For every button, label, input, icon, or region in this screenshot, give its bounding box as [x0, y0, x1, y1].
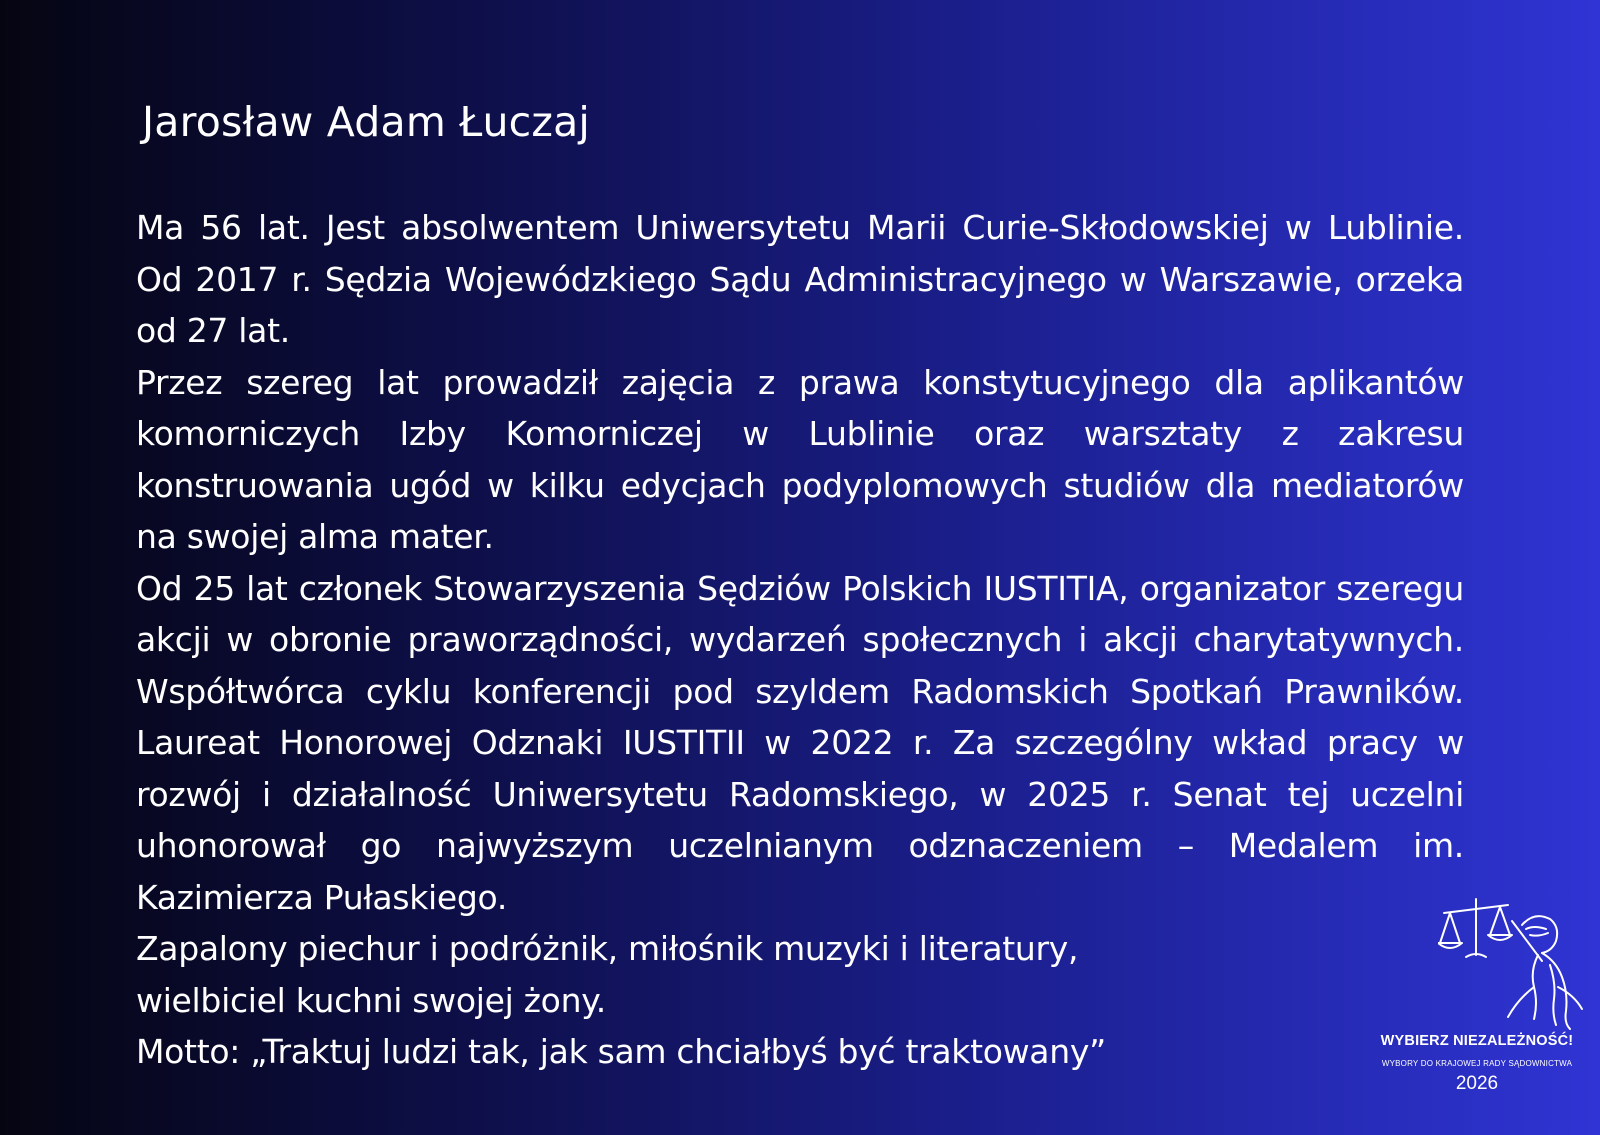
- candidate-name: Jarosław Adam Łuczaj: [142, 98, 591, 146]
- campaign-logo: [1360, 895, 1600, 1105]
- bio-paragraph-teaching: Przez szereg lat prowadził zajęcia z prawa konstytucyjnego dla aplikantów komorniczych Izby Komorniczej w Lublinie oraz warsztaty z zakresu konstruowania ugód w kilku edycjach podyplomowych studiów dla mediatorów na swojej alma mater.: [136, 362, 1464, 556]
- bio-line-family: wielbiciel kuchni swojej żony.: [136, 980, 606, 1020]
- logo-year: 2026: [1455, 1073, 1499, 1094]
- scales-of-justice-icon: [1438, 895, 1588, 1033]
- logo-title: WYBIERZ NIEZALEŻNOŚĆ!: [1380, 1033, 1574, 1049]
- candidate-biography: [136, 202, 1464, 1078]
- bio-paragraph-education: Ma 56 lat. Jest absolwentem Uniwersytetu Marii Curie-Skłodowskiej w Lublinie. Od 2017 r. Sędzia Wojewódzkiego Sądu Administracyjnego w Warszawie, orzeka od 27 lat.: [136, 208, 1464, 350]
- bio-line-hobbies: Zapalony piechur i podróżnik, miłośnik muzyki i literatury,: [136, 929, 1079, 968]
- logo-subtitle: WYBORY DO KRAJOWEJ RADY SĄDOWNICTWA: [1381, 1059, 1573, 1068]
- bio-line-motto: Motto: „Traktuj ludzi tak, jak sam chciałbyś być traktowany”: [136, 1032, 1106, 1071]
- bio-paragraph-iustitia: Od 25 lat członek Stowarzyszenia Sędziów Polskich IUSTITIA, organizator szeregu akcji w obronie praworządności, wydarzeń społecznych i akcji charytatywnych. Współtwórca cyklu konferencji pod szyldem Radomskich Spotkań Prawników. Laureat Honorowej Odznaki IUSTITII w 2022 r. Za szczególny wkład pracy w rozwój i działalność Uniwersytetu Radomskiego, w 2025 r. Senat tej uczelni uhonorował go najwyższym uczelnianym odznaczeniem – Medalem im. Kazimierza Pułaskiego.: [136, 568, 1464, 917]
